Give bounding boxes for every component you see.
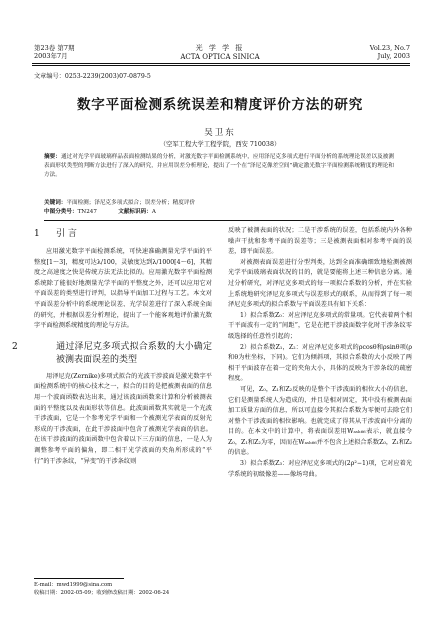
- header-rule-bottom: [32, 65, 410, 66]
- header-rule-top: [32, 63, 410, 64]
- doc-code-label: 文献标识码：: [118, 209, 152, 215]
- clc-code: TN247: [77, 209, 97, 215]
- article-id: 文章编号：0253-2239(2003)07-0879-5: [34, 73, 151, 80]
- keywords: [44, 199, 394, 208]
- journal-name-cn: 光 学 学 报: [195, 44, 245, 52]
- author: 吴卫东: [204, 128, 236, 138]
- section-heading-1: [34, 228, 212, 241]
- affiliation: （空军工程大学工程学院，西安 710038）: [159, 141, 281, 148]
- footnote: [34, 581, 214, 597]
- paragraph: 2）拟合系数Z₁，Z₂：对应泽尼克多项式的ρcosθ和ρsinθ项(ρ和θ为柱坐标，下同)。它们为倾斜项，其拟合系数的大小反映了两相干平面波存在着一定的夹角大小，具体的反映为干涉条纹的疏密程度。: [228, 343, 412, 383]
- keywords-text: 平面检测；泽尼克多项式拟合；误差分析；精度评价: [66, 200, 196, 206]
- left-column: [12, 224, 212, 467]
- abstract-label: 摘要：: [44, 154, 61, 160]
- paragraph: 可见，Z₀，Z₁和Z₂反映的是整个干涉波面的相位大小的信息，它们是测量系统人为造成的，并且是相对固定，其中没有被测表面加工质量方面的信息，所以可直接令其拟合系数为零便可去除它们对整个干涉波面的相位影响。也就完成了得其从干涉波面中分离的目的。在本文中的计算中，将表面误差用Wₐₛₕ₆₆表示，就直接令Z₀，Z₁和Z₂为零，因而在Wₐₛₕ₆₆并不包含上述拟合系数Z₀，Z₁和Z₂的信息。: [228, 385, 412, 457]
- abstract-rule: [44, 220, 394, 221]
- abstract-text: 通过对光学平面玻璃样品表面检测结果的分析，对激光数字平面检测系统中，应用泽尼克多项式进行平面分析的系统理论误差以及被测表面形状类型的判断方法进行了深入的研究，并应用误差分析理论，提出了一个在“泽尼克像差空间”确定激光数字平面检测系统精度的理论和方法。: [44, 154, 394, 178]
- paragraph: 3）拟合系数Z₃：对应泽尼克多项式的(2ρ²−1)项，它对应着光学系统的初级像差——像场弯曲。: [228, 460, 412, 478]
- author-email: E-mail：mwd1999@sina.com: [34, 582, 113, 588]
- volume-issue-cn: 第23卷 第7期: [34, 44, 75, 52]
- paragraph: 1）拟合系数Z₀：对应泽尼克多项式的常量项。它代表着两个相干平面波有一定的“间距”，它是在把干涉波面数字化时干涉条纹零级选择的任意性引起的；: [228, 311, 412, 340]
- section-title: 引 言: [56, 229, 77, 239]
- footnote-rule: [34, 578, 124, 579]
- section-number: 1: [34, 229, 40, 239]
- doc-code: A: [151, 209, 156, 215]
- clc-label: 中图分类号：: [44, 209, 78, 215]
- classification: [44, 208, 394, 217]
- volume-issue-en: Vol.23, No.7: [369, 44, 410, 52]
- date-cn: 2003年7月: [34, 52, 68, 60]
- keywords-label: 关键词：: [44, 200, 67, 206]
- paper-title: 数字平面检测系统误差和精度评价方法的研究: [77, 97, 363, 113]
- running-header-right: [370, 44, 410, 60]
- received-dates: 收稿日期：2002-05-09；收到修改稿日期：2002-06-24: [34, 590, 170, 596]
- intro-paragraph: 应用激光数字平面检测系统，可快速准确测量光学平面的平整度[1～3]，精度可达λ/100，灵敏度达到λ/1000[4～6]，其精度之高速度之快是传统方法无法比拟的。应用激光数字平面检测系统除了能很好地测量光学平面的平整度之外，还可以应用它对平面误差的类型进行评判，以指导平面加工过程与工艺。本文对平面误差分析中的系统理论误差、光学误差进行了深入系统全面的研究，并根据误差分析理论，提出了一个能客观地评价激光数字平面检测系统精度的理论与方法。: [34, 248, 212, 330]
- section-heading-2: [12, 341, 212, 367]
- paragraph: 对被测表面误差进行分型判类，达到全面准确细致地检测被测光学平面玻璃表面状况的目的，就是要能将上述三种信息分离。通过分析研究，对泽尼克多项式的每一项拟合系数的分析，并在实验上系统地研究泽尼克多项式与误差形式的联系，从而得到了每一项泽尼克多项式的拟合系数与平面误差具有如下关系：: [228, 258, 412, 309]
- section-title: 通过泽尼克多项式拟合系数的大小确定被测表面误差的类型: [56, 341, 212, 365]
- date-en: July, 2003: [377, 52, 410, 60]
- section-number: 2: [12, 341, 18, 352]
- journal-name-en: ACTA OPTICA SINICA: [180, 52, 260, 61]
- abstract: [44, 153, 394, 180]
- paragraph-continued: 反映了被测表面的状况；二是干涉系统的误差，包括系统内外各种噪声干扰和参考平面的误差等；三是被测表面相对参考平面的误差，即平面误差。: [228, 227, 412, 256]
- right-column: [228, 226, 412, 480]
- section2-paragraph: 用泽尼克(Zernike)多项式拟合的光波干涉波面是激光数字平面检测系统中的核心技术之一，拟合的目的是把被测表面的信息用一个波面函数表达出来，通过该波面函数来计算和分析被测表面的平整度以及表面形状等信息。此波面函数其实就是一个光波干涉波面，它是一个参考光学平面和一个被测光学表面的反射光形成的干涉波面，在此干涉波面中包含了被测光学表面的信息。在该干涉波面的波面函数中包含着以下三方面的信息，一是人为调整参考平面的偏角，即二相干光学波面的夹角所形成的“平行”的干涉条纹，“异变”的干涉条纹则: [34, 372, 212, 465]
